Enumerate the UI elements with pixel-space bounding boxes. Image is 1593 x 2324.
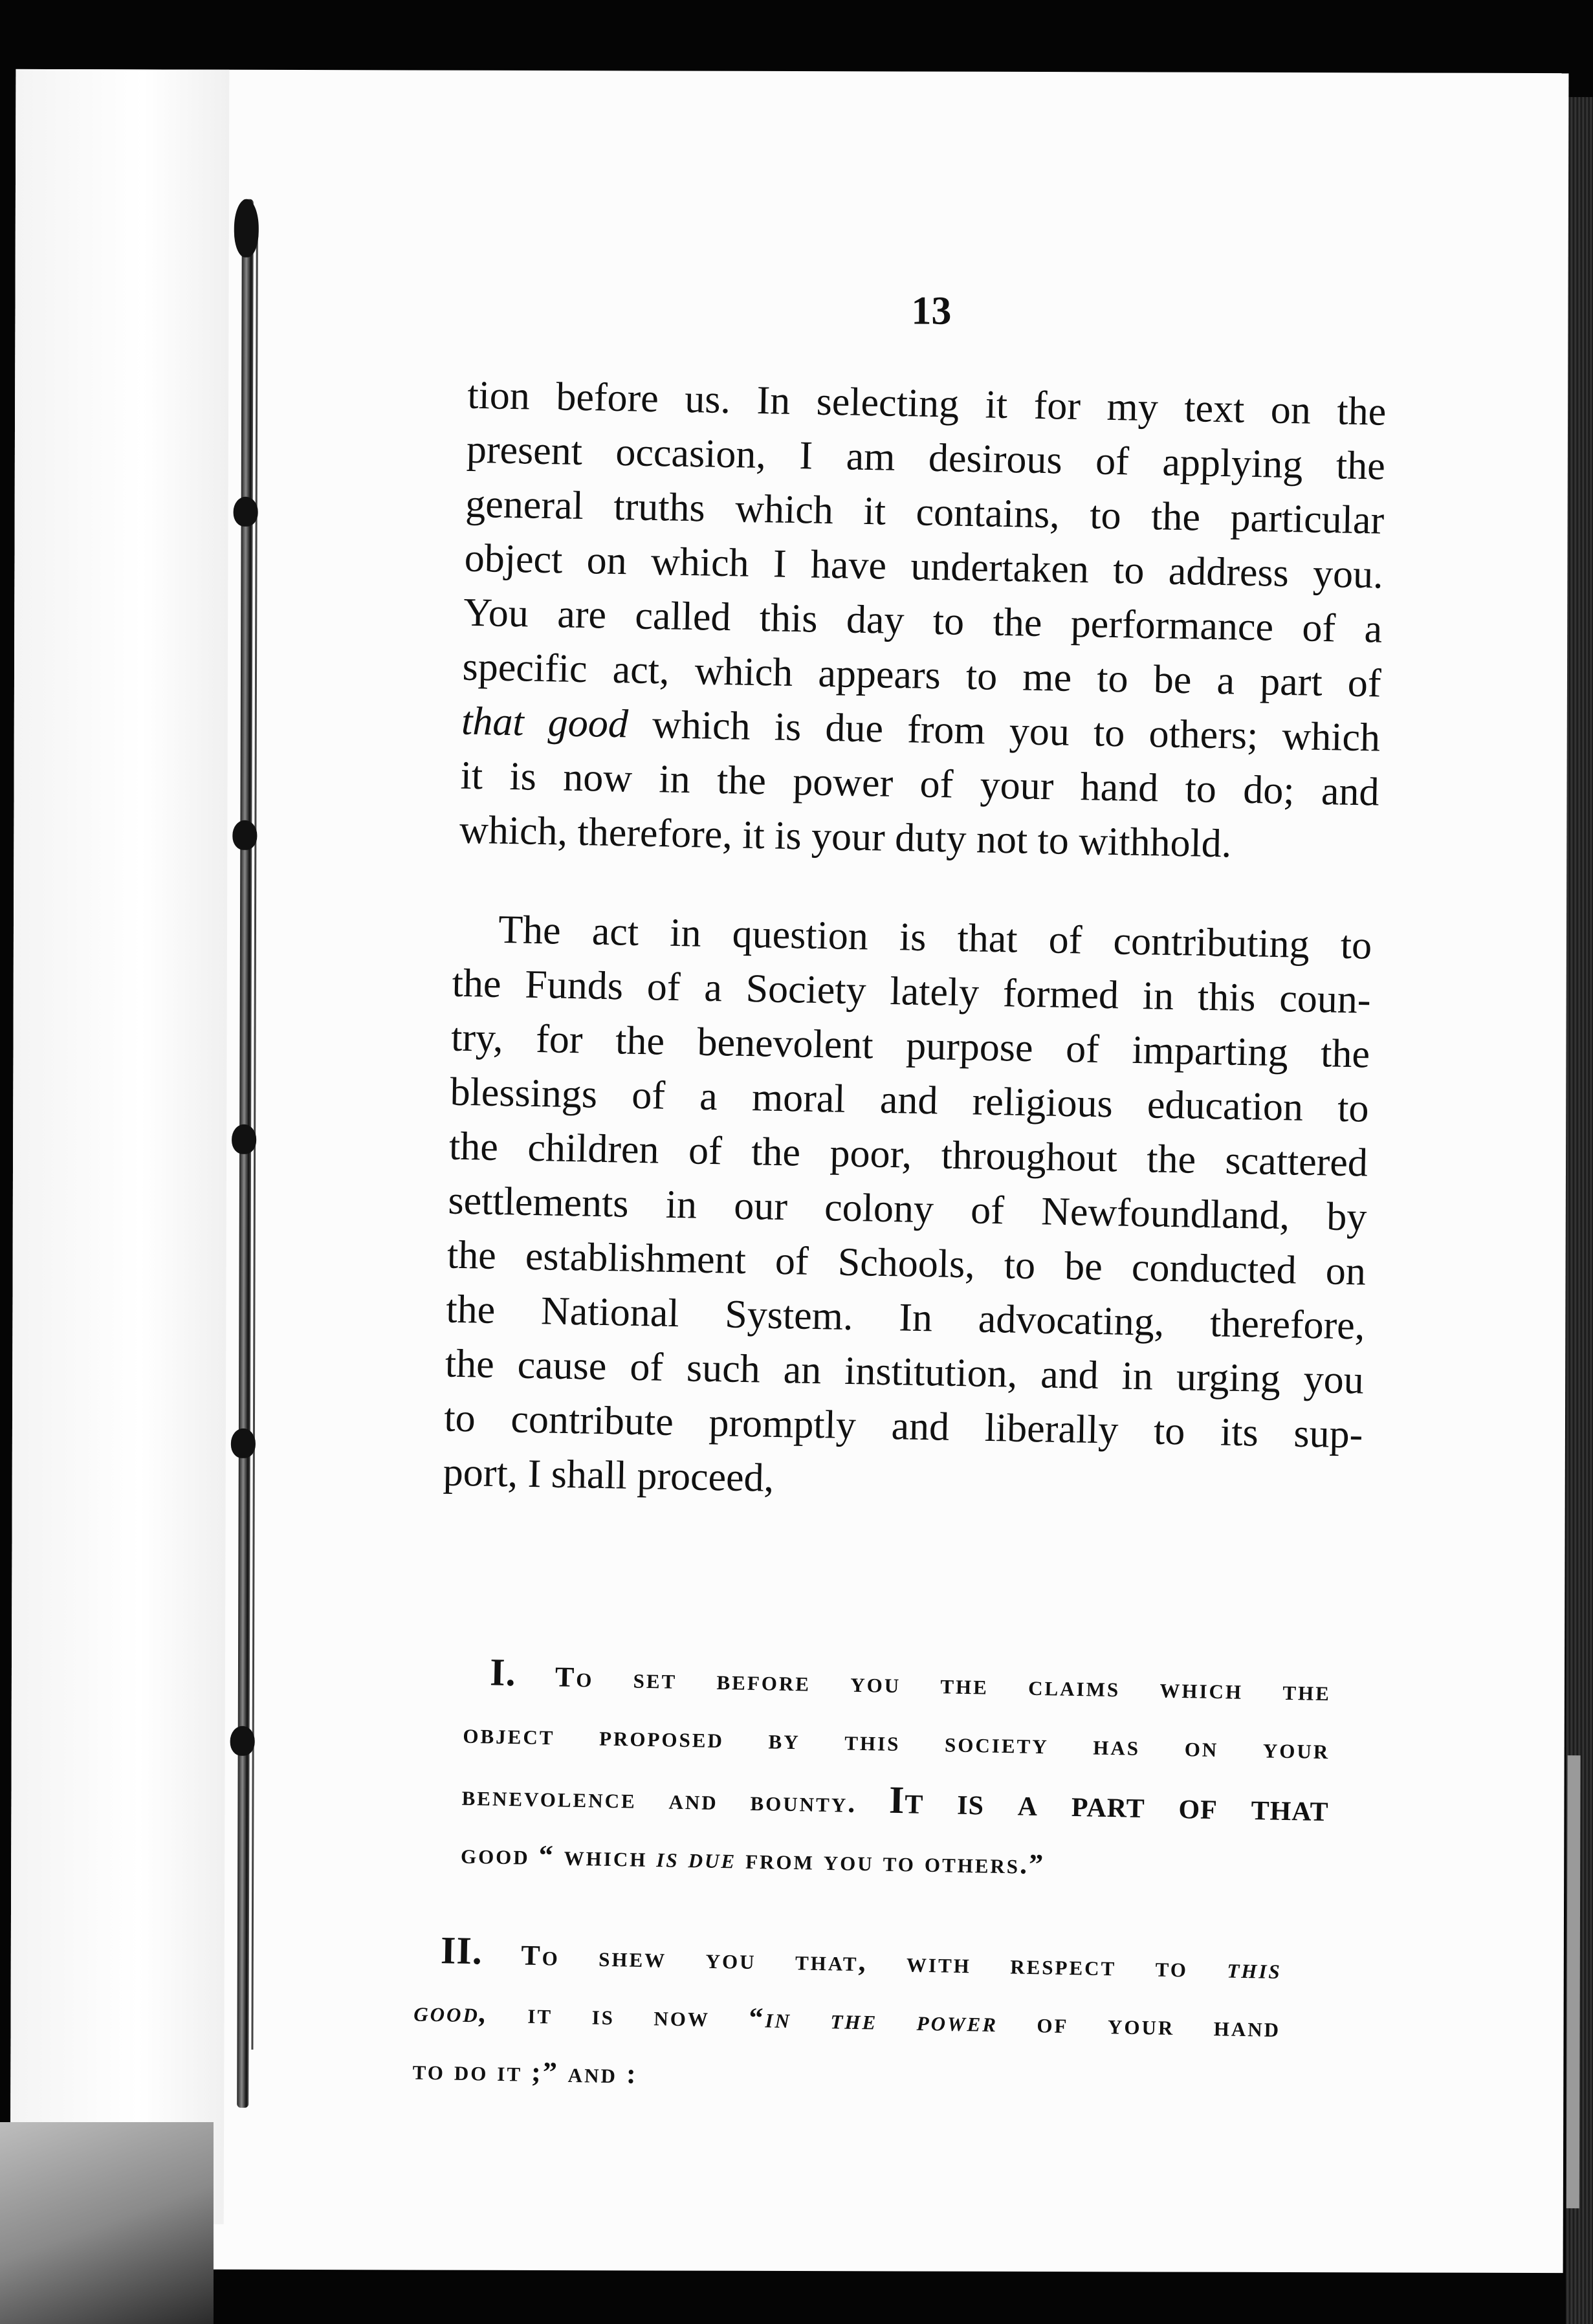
text-line: which, therefore, it is your duty not to withhold. — [459, 807, 1232, 866]
emphasis-text: is due — [656, 1841, 737, 1875]
page-number: 13 — [911, 289, 952, 333]
text-line: try, for the benevolent purpose of imparting the — [450, 1015, 1370, 1077]
heading-text: good “ which — [460, 1837, 648, 1873]
text-line: the cause of such an institution, and in urging you — [445, 1341, 1365, 1403]
text-line: settlements in our colony of Newfoundland, by — [447, 1178, 1368, 1240]
binding-knot — [232, 820, 257, 850]
section-heading-1 — [460, 1643, 1332, 1899]
roman-numeral: II. — [440, 1929, 483, 1973]
text-line: You are called this day to the performance of a — [463, 590, 1383, 652]
heading-text: from you to others.” — [745, 1843, 1046, 1881]
text-line: the children of the poor, throughout the scattered — [448, 1124, 1368, 1185]
paragraph-1 — [459, 368, 1387, 874]
paragraph-2 — [443, 902, 1372, 1517]
binding-knot — [231, 1429, 256, 1458]
heading-text: To set before you the claims which the — [555, 1661, 1332, 1707]
section-heading-2 — [412, 1920, 1282, 2115]
binding-knot — [230, 1726, 255, 1756]
page-edge-shadow — [1566, 1755, 1581, 2208]
emphasis-text: that good — [461, 699, 629, 747]
text-line: The act in question is that of contributing to — [498, 907, 1372, 968]
text-line: specific act, which appears to me to be a part of — [462, 644, 1382, 706]
heading-text: of your hand — [1037, 2007, 1281, 2044]
text-line: general truths which it contains, to the particular — [465, 481, 1385, 543]
text-line: object on which I have undertaken to address you. — [464, 536, 1384, 597]
text-line: port, I shall proceed, — [443, 1450, 775, 1500]
emphasis-text: this — [1227, 1952, 1282, 1986]
text-line: the establishment of Schools, to be conducted on — [446, 1233, 1367, 1294]
text-line-rest: which is due from you to others; which — [652, 703, 1381, 760]
emphasis-text: in the power — [765, 2002, 998, 2039]
text-line: it is now in the power of your hand to do; and — [460, 753, 1380, 815]
roman-numeral: I. — [489, 1650, 517, 1694]
binding-knot — [232, 1124, 256, 1154]
text-line: the National System. In advocating, therefore, — [445, 1287, 1365, 1348]
scan-corner-shadow — [0, 2122, 214, 2324]
text-line: tion before us. In selecting it for my text on the — [467, 373, 1387, 434]
text-line: blessings of a moral and religious education to — [450, 1069, 1370, 1131]
heading-line: object proposed by this society has on your — [463, 1717, 1330, 1766]
text-line: present occasion, I am desirous of applying the — [466, 427, 1386, 488]
binding-knot — [234, 199, 259, 258]
heading-text: benevolence and bounty. — [461, 1779, 857, 1819]
text-line: the Funds of a Society lately formed in this coun- — [452, 961, 1372, 1022]
binding-gutter — [10, 69, 230, 2224]
text-line: to contribute promptly and liberally to its sup- — [443, 1396, 1363, 1457]
heading-text: It is a part of that — [888, 1778, 1330, 1830]
emphasis-text: good, — [413, 1995, 489, 2029]
heading-line: to do it ;” and : — [412, 2054, 639, 2090]
binding-knot — [234, 497, 258, 527]
heading-text: it is now “ — [527, 1997, 766, 2034]
heading-text: To shew you that, with respect to — [520, 1939, 1189, 1984]
book-page — [10, 69, 1569, 2273]
